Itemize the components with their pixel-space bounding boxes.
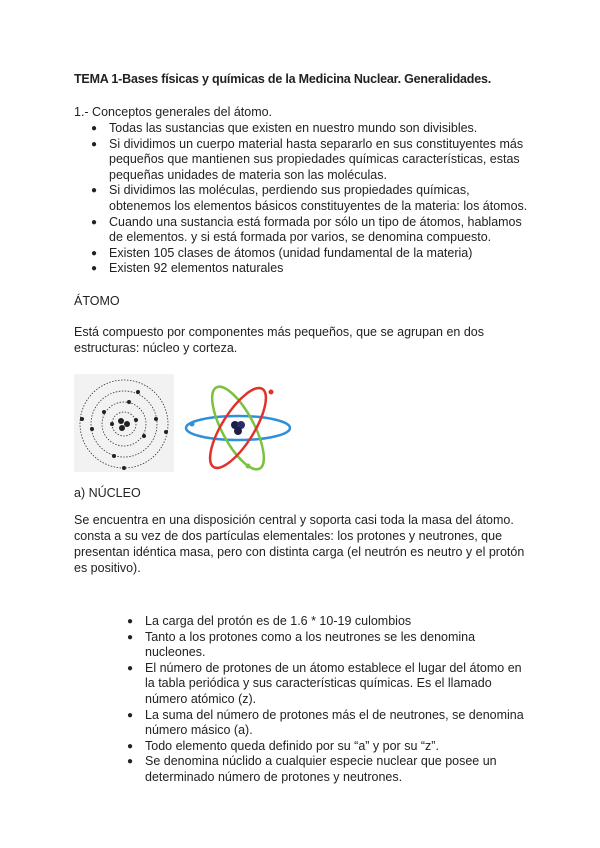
- nucleus-paragraph: Se encuentra en una disposición central y soporta casi toda la masa del átomo. consta a su vez de dos partículas elementales: los protones y neutrones, que presentan idéntica masa, pero con distinta carga (el neutrón es neutro y el protón es positivo).: [74, 513, 525, 575]
- concepts-list: [91, 121, 529, 277]
- nucleus-list: [127, 614, 530, 786]
- bohr-atom-image: [74, 374, 174, 472]
- page-title: TEMA 1-Bases físicas y químicas de la Medicina Nuclear. Generalidades.: [74, 72, 491, 86]
- list-item: ● Si dividimos las moléculas, perdiendo sus propiedades químicas, obtenemos los elementos básicos constituyentes de la materia: los átomos.: [91, 183, 528, 213]
- list-item: ● Existen 92 elementos naturales: [91, 261, 284, 276]
- bullet-icon: ●: [127, 709, 134, 721]
- bullet-icon: ●: [91, 247, 98, 259]
- list-item: ● Todas las sustancias que existen en nuestro mundo son divisibles.: [91, 121, 478, 135]
- list-item: ● La carga del protón es de 1.6 * 10-19 culombios: [127, 614, 412, 628]
- atom-figures: [74, 374, 304, 472]
- bullet-icon: ●: [91, 185, 98, 197]
- nucleus-heading: a) NÚCLEO: [74, 486, 141, 500]
- bullet-icon: ●: [127, 662, 134, 674]
- atom-intro: Está compuesto por componentes más pequeños, que se agrupan en dos estructuras: núcleo y corteza.: [74, 325, 484, 355]
- list-item: ● Cuando una sustancia está formada por sólo un tipo de átomos, hablamos de elementos. y si está formada por varios, se denomina compuesto.: [91, 214, 522, 245]
- section1-heading: 1.- Conceptos generales del átomo.: [74, 105, 273, 119]
- bullet-icon: ●: [127, 616, 134, 627]
- bullet-icon: ●: [91, 263, 98, 275]
- bullet-icon: ●: [127, 631, 134, 643]
- list-item: ● Todo elemento queda definido por su “a” y por su “z”.: [127, 738, 439, 753]
- list-item: ● Existen 105 clases de átomos (unidad fundamental de la materia): [91, 245, 473, 260]
- atom-heading: ÁTOMO: [74, 294, 120, 308]
- atom-orbits-image: [182, 380, 294, 472]
- list-item: ● Tanto a los protones como a los neutrones se les denomina nucleones.: [127, 629, 476, 660]
- bullet-icon: ●: [91, 138, 98, 150]
- bullet-icon: ●: [127, 756, 134, 768]
- bullet-icon: ●: [91, 216, 98, 228]
- list-item: ● El número de protones de un átomo establece el lugar del átomo en la tabla periódica y sus características químicas. Es el llamado número atómico (z).: [127, 660, 522, 706]
- bullet-icon: ●: [127, 740, 134, 752]
- list-item: ● La suma del número de protones más el de neutrones, se denomina número másico (a).: [127, 707, 524, 738]
- list-item: ● Se denomina núclido a cualquier especie nuclear que posee un determinado número de protones y neutrones.: [127, 754, 497, 784]
- bullet-icon: ●: [91, 123, 98, 134]
- list-item: ● Si dividimos un cuerpo material hasta separarlo en sus constituyentes más pequeños que mantienen sus propiedades químicas características, estas pequeñas unidades de materia son las moléculas.: [91, 136, 524, 182]
